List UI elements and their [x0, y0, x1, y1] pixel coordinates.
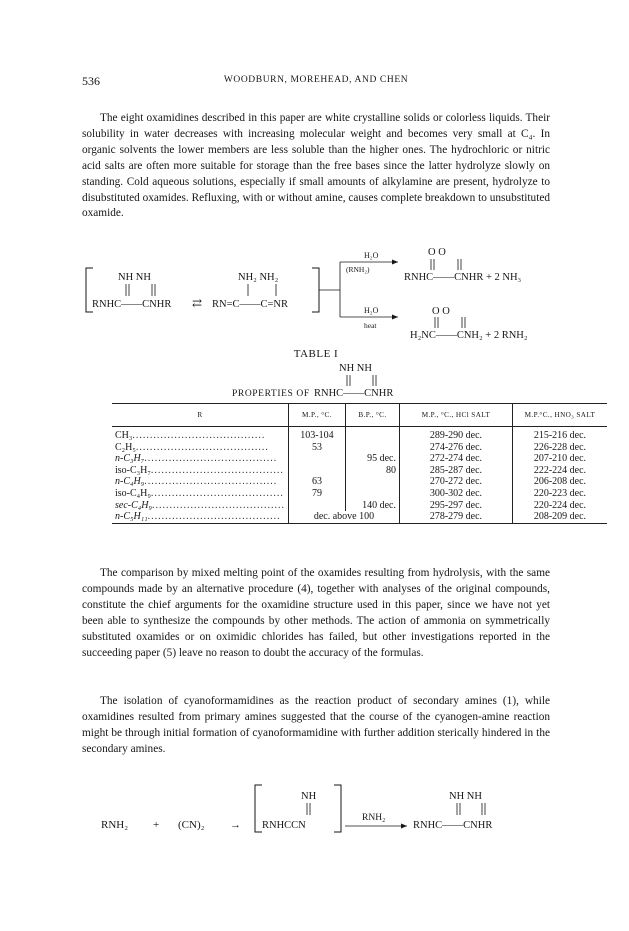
bracket-intermediate-close [334, 785, 341, 832]
cell-hcl: 295-297 dec. [399, 500, 512, 512]
col-header-bp: B.P., °C. [345, 404, 399, 427]
cell-bp: 95 dec. [345, 453, 399, 465]
col-header-hcl: M.P., °C., HCl SALT [399, 404, 512, 427]
cell-hno3: 222-224 dec. [512, 465, 607, 477]
plus-sign: + [153, 819, 160, 831]
bracket-left-close [312, 268, 319, 312]
table-row: sec-C₄H₉...................................... 140 dec. 295-297 dec. 220-224 dec. [112, 500, 607, 512]
arrow-lower-sublabel: heat [364, 321, 377, 330]
cell-mp [288, 465, 345, 477]
cell-hcl: 285-287 dec. [399, 465, 512, 477]
cell-hcl: 289-290 dec. [399, 427, 512, 442]
cell-bp: 140 dec. [345, 500, 399, 512]
final-product-top: NH NH [449, 791, 482, 802]
table-row: iso-C₃H₇...................................... 80 285-287 dec. 222-224 dec. [112, 465, 607, 477]
arrow-reagent: RNH₂ [362, 813, 386, 823]
paragraph-cyanoformamidine: The isolation of cyanoformamidines as the reaction product of secondary amines (1), while oxamidines resulted from primary amines suggested that the course of the cyanogen-amine reaction might be through initial formation of cyanoformamidine with further addition sterically hindered in the secondary amines. [82, 695, 550, 755]
cell-hno3: 208-209 dec. [512, 511, 607, 523]
cell-hno3: 207-210 dec. [512, 453, 607, 465]
col-header-r: R [112, 404, 288, 427]
bracket-intermediate-open [255, 785, 262, 832]
cell-r: CH₃ [115, 430, 133, 441]
cell-mp [288, 500, 345, 512]
cell-mp [288, 453, 345, 465]
properties-table [112, 403, 607, 524]
paragraph-structure-evidence: The comparison by mixed melting point of the oxamides resulting from hydrolysis, with the same compounds made by an alternative procedure (4), together with analyses of the original compounds, constitute the chief arguments for the oxamidine structure used in this paper, since we have not yet been able to synthesize the compounds by other methods. The action of ammonia on symmetrically substituted oxamides or on oximidic chlorides has failed, but other investigations reported in the succeeding paper (5) leave no reason to doubt the accuracy of the formulas. [82, 567, 550, 659]
cell-bp [345, 488, 399, 500]
table-row: n-C₃H₇...................................... 95 dec. 272-274 dec. 207-210 dec. [112, 453, 607, 465]
scheme1-left-formula: RNHC——CNHR [92, 299, 172, 310]
cell-bp [345, 442, 399, 454]
cell-r: C₂H₅ [115, 441, 136, 453]
cell-r: n-C₅H₁₁ [115, 511, 148, 523]
cell-hno3: 206-208 dec. [512, 476, 607, 488]
scheme1-middle-top: NH₂ NH₂ [238, 272, 279, 283]
table-title-formula-top: NH NH [339, 363, 372, 374]
intermediate-top: NH [301, 791, 317, 802]
table-row: n-C₄H₉...................................... 63 270-272 dec. 206-208 dec. [112, 476, 607, 488]
paragraph-oxamidine-properties: The eight oxamidines described in this paper are white crystalline solids or colorless liquids. Their solubility in water decreases with increasing molecular weight and becomes very small at C₄. In organic solvents the lower members are less soluble than the higher ones. The hydrochloric or nitric acid salts are often more suitable for storage than the free bases since the latter hydrolyze slowly on standing. Cold aqueous solutions, especially if small amounts of alkylamine are present, hydrolyze to disubstituted oxamides. Refluxing, with or without amine, causes complete breakdown to unsubstituted oxamide. [82, 112, 550, 220]
scheme1-middle-formula: RN=C——C=NR [212, 299, 289, 310]
arrow-upper-sublabel: (RNH₂) [346, 265, 370, 274]
equilibrium-arrow: ⇄ [192, 296, 203, 310]
page-number: 536 [82, 74, 100, 88]
table-title-prefix: PROPERTIES OF [232, 389, 310, 399]
cell-mp: 103-104 [288, 427, 345, 442]
product1-formula: RNHC——CNHR + 2 NH₃ [404, 272, 522, 283]
cell-bp [345, 476, 399, 488]
bracket-left-open [86, 268, 93, 312]
cell-r: iso-C₄H₉ [115, 487, 151, 499]
cell-hno3: 226-228 dec. [512, 442, 607, 454]
cell-bp [345, 427, 399, 442]
cell-hcl: 278-279 dec. [399, 511, 512, 523]
final-product-formula: RNHC——CNHR [413, 820, 493, 831]
cell-r: sec-C₄H₉ [115, 499, 152, 511]
cell-hcl: 270-272 dec. [399, 476, 512, 488]
table-row: CH₃...................................... 103-104 289-290 dec. 215-216 dec. [112, 427, 607, 442]
table-header-row [112, 404, 607, 427]
cell-r: n-C₄H₉ [115, 476, 145, 488]
product2-formula: H₂NC——CNH₂ + 2 RNH₂ [410, 330, 528, 341]
cell-hno3: 220-224 dec. [512, 500, 607, 512]
cell-hcl: 274-276 dec. [399, 442, 512, 454]
reactant-cyanogen: (CN)₂ [178, 819, 205, 831]
product1-top: O O [428, 247, 446, 258]
cell-hcl: 300-302 dec. [399, 488, 512, 500]
col-header-hno3: M.P.°C., HNO₃ SALT [512, 404, 607, 427]
table-row: C₂H₅...................................... 53 274-276 dec. 226-228 dec. [112, 442, 607, 454]
cell-hno3: 215-216 dec. [512, 427, 607, 442]
page-header [82, 74, 550, 90]
table-title-formula: RNHC——CNHR [314, 388, 394, 399]
intermediate-formula: RNHCCN [262, 820, 306, 831]
table-row: iso-C₄H₉...................................... 79 300-302 dec. 220-223 dec. [112, 488, 607, 500]
running-head: WOODBURN, MOREHEAD, AND CHEN [223, 75, 409, 85]
cell-hno3: 220-223 dec. [512, 488, 607, 500]
cell-bp: 80 [345, 465, 399, 477]
scheme1-left-top: NH NH [118, 272, 151, 283]
cell-mp: 53 [288, 442, 345, 454]
arrow-upper-label: H₂O [364, 251, 379, 260]
cell-mp: 79 [288, 488, 345, 500]
table-row: n-C₅H₁₁...................................... dec. above 100 278-279 dec. 208-209 dec. [112, 511, 607, 523]
reaction-arrow: → [230, 819, 241, 831]
cell-r: iso-C₃H₇ [115, 464, 151, 476]
reactant-amine: RNH₂ [101, 819, 129, 831]
cell-hcl: 272-274 dec. [399, 453, 512, 465]
cell-mp: 63 [288, 476, 345, 488]
table-caption: TABLE I [293, 348, 339, 360]
product2-top: O O [432, 306, 450, 317]
cell-mp: dec. above 100 [288, 511, 399, 523]
col-header-mp: M.P., °C. [288, 404, 345, 427]
arrow-lower-label: H₂O [364, 306, 379, 315]
cell-r: n-C₃H₇ [115, 453, 145, 465]
